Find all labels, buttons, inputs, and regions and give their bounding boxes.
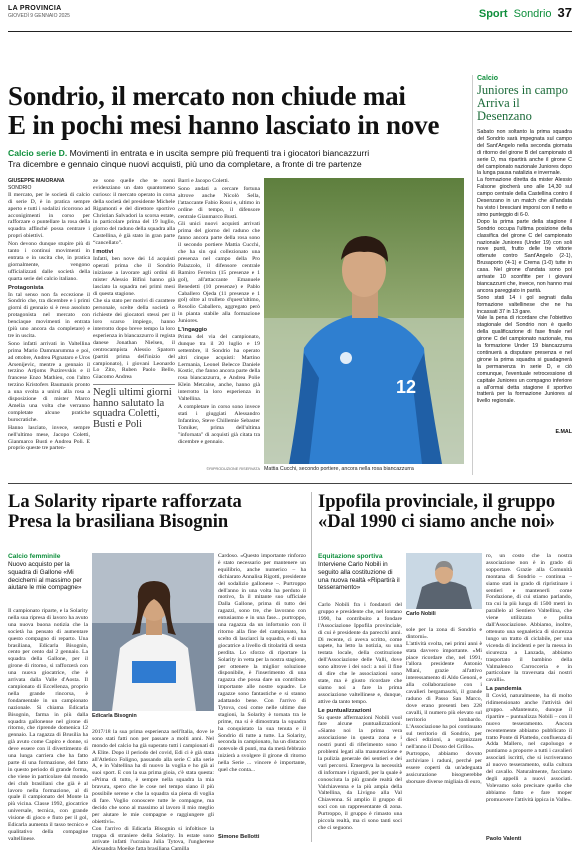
main-column-1 — [8, 178, 90, 478]
subheading: I motivi — [93, 249, 114, 256]
headline-line-1: Sondrio, il mercato non chiude mai — [8, 81, 406, 111]
ippofila-column-2 — [406, 620, 482, 840]
ippofila-headline-2: «Dal 1990 ci siamo anche noi» — [318, 512, 555, 532]
ippofila-deck-text: Interviene Carlo Nobili in seguito alla costituzione di una nuova realtà «Ripartirà il tesseramento» — [318, 561, 400, 592]
column-divider — [311, 492, 312, 842]
author-city: SONDRIO — [8, 184, 32, 191]
copyright-note: ©RIPRODUZIONE RISERVATA — [206, 467, 260, 471]
subheading: L'ingaggio — [178, 327, 208, 334]
solarity-headline-1: La Solarity riparte rafforzata — [8, 492, 242, 512]
paragraph: Cardoso. «Questo importante rinforzo è stato necessario per mantenere un equilibrio, anche numerico – ha dichiarato Annalisa Rigotti, presidente del sodalizio gallonese –. Purtroppo dell'anno in una volta ha perduto il motivo, fa il mitante suo ufficiale Dalla Gallone, prima di tutto dei ragazzi, sono tre, che lavorano con entusiasmo e in una fase... purtroppo, una ragazza da un infortunio con il ritorno alla fine del campionato, ha scelto di lasciarci la squadra, e di una giocatrice a livello di titolarità di sesta perdita. Lo sforzo di riportare la Solarity in vetta per la nostra stagione, per ottenere la miglior soluzione disponibile, è l'inserimento di una ragazza che possa dare un contributo importante alle nostre squadre. Le ragazze sono fantastiche e si stanno adattando bene. Con l'arrivo di Tytova, così come nelle ultime due stagioni, la Solarity è tornata tra le prime, ma si è dimostrata la squadra ha conquistato la sua tenuta e il Sondrio di tutte a tutte. La Solarity, seconda in campionato, ha un distacco notevole di punti, ma da metà febbraio inizierà a svolgere il girone di ritorno nella Serie ... vincere è importante, quel che conta... — [218, 553, 306, 774]
section-divider — [8, 483, 572, 484]
paragraph: Non devono dunque stupire più di tanto i continui movimenti in entrata e in uscita che, in pratica giornalmente, vengono ufficializzati dalle società della quarta serie del calcio italiano. — [8, 241, 90, 282]
paragraph: Sono infatti arrivati in Valtellina prima Mario Dammarumma e poi, ad ottobre, Andrea Pignataro e Uros Arsenijevic, mentre a gennaio il terzino Artjoms Puzirevskis e il francese Enzo Mathieu, con l'altro terzino Kristofers Baumanis pronto a una svolta a unirsi alla rosa a disposizione di mister Marco Amelia una volta che verranno completate alcune pratiche burocratiche. — [8, 340, 90, 423]
solarity-headline-2: Presa la brasiliana Bisognin — [8, 512, 229, 532]
solarity-column-3 — [218, 553, 306, 833]
paragraph: ro, un costo che la nostra associazione non è in grado di sopportare. Grazie alla Comunità montana di Sondrio – continua – siamo stati in grado di ripristinare i sentieri e mantenerli come Fondazione, di cui stiamo parlando, tra cui la più lunga di 1500 metri in parallelo al Sentiero Valtellina, che viene utilizzata e pulita dall'Associazione. Abbiamo, inoltre, ottenuto una segnaletica di sicurezza lungo un tratto di ciclabile, per una vicenda di incidenti e per la messa in sicurezza a Lanzada, abbiamo trasportato il bambino della Valmalenco Carrocceria e in particolare la traversata dai nostri cavalli». — [486, 553, 572, 684]
paragraph: ze sono quelle che te nomi evidenziano un dato quantomeno curioso: il mercato operato in corsa della società del presidente Michele Rigamonti e del direttore sportivo Christian Salvadori la scorsa estate, in particolare prima del 19 luglio, giorno del raduno della squadra alla Castellina, è già stato in gran parte “cancellato”. — [93, 178, 175, 247]
sidebar-body: Sabato non soltanto la prima squadra del Sondrio sarà impegnata sul campo del Sant'Angelo nella seconda giornata di ritorno del girone B del campionato di serie D, ma ripartirà anche il girone C del campionato nazionale Juniores dopo la lunga pausa natalizia e invernale. La formazione diretta da mister Alessio Falsone giocherà uno alle 14,30 sul campo centrale della Castellina contro il Desenzano in un match che all'andata ha visto i bresciani imporsi con il netto e simo punteggio di 6-0. Dopo la prima parte della stagione il Sondrio occupa l'ultima posizione della classifica del girone C del campionato nazionale Juniores (Under 19) con soli nove punti, frutto delle tre vittorie ottenute contro Sant'Angelo (2-1), Brusaporto (4-1) e Crema (1-0) tutte in casa. Nel girone d'andata sono poi arrivate 10 sconfitte per i giovani biancazzurri che, invece, non hanno mai ancora pareggiato in parità. Sono stati 14 i gol segnati dalla formazione valtellinese che ne ha incassati 37 in 13 gare. Vale la pena di ricordare che l'obiettivo stagionale del Sondrio non è quello della qualificazione di fase finale nel girone C del campionato nazionale, ma la formazione Under 19 biancazzurra continuerà a disputare presenza e nel girone la prima squadra si guadagnerà la permanenza in serie D, e ciò comunque, l'eventuale retrocessione di capitale Juniores un compagno inferiore a all'ormai detta stagione il sportivo tratterà per la formazione Juniores al livello regionale. — [477, 129, 572, 405]
author-name: GIUSEPPE MAIORANA — [8, 178, 65, 184]
ippofila-deck-tag: Equitazione sportiva — [318, 553, 383, 560]
paragraph: A completare in corso sono invece stati i giuggiati Alessandro Infantino, Steve Chillemie Sebaster Tomiker, prima dell'ultima "infornata" di acquisti già citata tra dicembre e gennaio. — [178, 404, 260, 445]
section-sondrio: Sondrio — [513, 8, 552, 20]
subheading: Le puntualizzazioni — [318, 707, 372, 714]
player-photo — [264, 178, 464, 464]
player-photo-illustration — [264, 178, 464, 464]
subheading: La pandemia — [486, 686, 522, 693]
paragraph: Infatti, ben nove dei 14 acquisti operati prima che il Sondrio iniziasse a lavorare agli ordini di mister Alessio Bifini hanno già lasciato la squadra nei primi mesi di questa stagione. — [93, 255, 175, 297]
main-column-3 — [178, 178, 260, 473]
newspaper-name: LA PROVINCIA — [8, 5, 62, 12]
paragraph: 2017/18 la sua prima esperienza nell'Italia, dove le sono stati fatti non per passare a molti anni. Nel mondo del calcio ha già superato tutti i campionati di A Elite. Dopo il periodo del covid, Edi ci è già stata all'Atletico Foligno, passando alla serie C alla serie A, e in Valtellina ha di nuovo la voglia e ho già ai suoi sport. E con la sua prima gioia, c'è stata questa: «Prima di tutto, è sempre nella squadra la mia bravura, spero che le cose nel tempo siano il più possibile serene e che la squadra sia piena di voglia di fare. Voglio conoscere tutte le compagne, ma decido che sono al massimo al lavoro il mio meglio per aiutare le mie compagne e raggiungere gli obiettivi». Con l'arrivo di Edicarla Bisognin si infoltisce la truppa di straniere della Solarity. In estate sono arrivate infatti l'ucraina Julia Tytova, l'ungherese Alexandra Moeike fatta brasiliana Camilla — [92, 728, 214, 853]
paragraph: Prima del via del campionato, dunque tra il 20 luglio e 19 settembre, il Sondrio ha operato altri cinque acquisti: Martino Lermania, Leonel Belecce Daniele Kostic, che fanno ancora parte della rosa biancazzurra, e Andrea Polie Klein Metcalse, anche, hanno già interrotto la loro esperienza in Valtellina. — [178, 333, 260, 403]
headline-line-2: E in pochi mesi hanno lasciato in nove — [8, 110, 440, 140]
paragraph: Il Covid, naturalmente, ha di molto ridimensionato anche l'attività del gruppo. «Mantenuto, dunque il ripartire – puntualizza Nobili – con il nuovo tesseramento. Ancora recentemente abbiamo pubblicato il tratto Ponte di Piattedo, confluenza di Adda Mallero, nel capoluogo e puntiamo a proporre a tutti i cavalieri associati iscritti, che si iscriveranno al nuovo tesseramento, sulla cultura del cavallo. Naturalmente, facciamo degli appelli a nuovi associati. Volevamo solo precisare quello che abbiamo fatto e fare moper promuovere l'attività ippica in Valle». — [486, 693, 572, 803]
paragraph: Il campionato riparte, e la Solarity nella sua ripresa di lavoro ha avuto una nuova buona notizia che la società ha pensato di aumentare questo compagno di reparto. Una brasiliana, Edicarla Bisognin, cento per cento dal 2 gennaio. La squadra della Gallone, per il girone di ritorno, si rafforzerà con una nuova giocatrice, che è arrivata dalla Valle d'Aosta. Il campionato di Eccellenza, proprio nella grande rincorsa, è fondamentale in un campionato nazionale. Si chiama Edicarla Bisognin, farma in più dalla squadra gallonense nel girone di ritorno, che riprende domenica 12 gennaio. La ragazza di Brusilia ha già avuto come Capiro e donne, si deve essere con il divertimento di una lunga carriera che ha fatto parte di una formazione, del fatto in questo periodo di grande forma, che viene in particolare dal mondo dei club brasiliani che già è al lavoro nella formazione, al di quale il campionato del Monte la più vicina. Classe 1992, giocatrice universale, tecnica, con grande visione di gioco e fiuto per il gol, Edicarla aumenta il tasso tecnico e qualitativo della compagine valtellinese. — [8, 608, 88, 842]
ippofila-headline — [318, 492, 572, 532]
kicker-text: Movimenti in entrata e in uscita sempre più frequenti tra i giocatori biancazzurri — [69, 148, 370, 158]
page-number: 37 — [557, 5, 572, 20]
paragraph: Barri e Jacopo Coletti. — [178, 178, 230, 184]
solarity-deck — [8, 553, 88, 592]
paragraph: In tal senso non fa eccezione il Sondrio che, tra dicembre e i primi giorni di gennaio si è reso assoluto protagonista nel mercato con benciaque movimenti in entrata (più uno ancora da completare) e tre in uscita. — [8, 291, 90, 339]
paragraph: Carlo Nobili fra i fondatori del gruppo e presidente che, nel lontano 1990, ha contribuito a fondare l'Associazione Ippofila provinciale, di cui è presidente da parecchi anni. Di recente, ci aveva scritto, come sapete, ha letto la notizia, su una testata locale, della costituzione dell'Associazione delle Valli, dove sono altrove i dei soci: a noi il fine di dire che le associazioni sono state, ma è giusto ricordare che siamo noi a fare la prima associazione valtellinese e, dunque, attive da tanto tempo. — [318, 602, 402, 705]
solarity-column-2 — [92, 722, 214, 853]
sidebar-juniores — [472, 75, 572, 475]
kicker-line-2: Tra dicembre e gennaio cinque nuovi acquisti, più uno da completare, a fronte di tre partenze — [8, 158, 362, 169]
nobili-caption: Carlo Nobili — [406, 611, 436, 617]
paragraph: sole per la zona di Sondrio e dintorni». L'attività svolta, nei primi anni è stata davvero importante. «Mi piace ricordare che, nel 1991, l'allora presidente Antonio Mlani, grazie all'attivo interessamento di Aldo Genoni, e alla collaborazione con i cavalieri bergamaschi, il grande raduno di Passo San Marco, dove erano presenti ben 228 cavalli, il numero più elevato sul territorio lombardo. L'Associazione ha poi continuato sul territorio di Sondrio, per dieci edizioni, a organizzare nell'anno il Dosso del Grillo». Purtroppo, abbiamo dovuto archiviare i raduni, perché per essere coperti da un'adeguata assicurazione bisognerebbe sborsare diverse migliaia di euro, — [406, 626, 482, 785]
main-kicker — [8, 148, 463, 169]
solarity-deck-tag: Calcio femminile — [8, 553, 61, 560]
main-column-2 — [93, 178, 175, 381]
nobili-photo-illustration — [406, 553, 482, 609]
paragraph: Sono andati a cercare fortuna altrove anche Nicolò Sella, l'attaccante Fabio Rossi e, ultimo in ordine di tempo, il difensore centrale Gianmarco Busti. — [178, 185, 260, 220]
top-rule — [8, 31, 572, 32]
masthead — [8, 5, 572, 29]
subheading: Protagonista — [8, 284, 44, 291]
sidebar-title: Juniores in campo Arriva il Desenzano — [477, 83, 568, 123]
section-header — [479, 5, 572, 20]
main-headline — [8, 82, 463, 140]
bisognin-caption: Edicarla Bisognin — [92, 713, 137, 719]
nobili-photo — [406, 553, 482, 609]
ippofila-author: Paolo Valenti — [486, 836, 522, 842]
paragraph: Gli unici nuovi acquisti arrivati prima del giorno del raduno che fanno ancora parte della rosa sono il secondo portiere Mattia Cucchi, che ha sin qui collezionato una presenza nel campo della Pro Palazzolo, il difensore centrale Ramiro Ferreira (15 presenze e 1 gol), all'attaccante Emanuele Benedetti (10 presenze) e Pablo Caballero Ojeda (11 presenze e 1 gol) oltre al trulleto d'quest'ultimo, Rosolio Caballero, aggregato però in pianta stabile alla formazione Juniores. — [178, 221, 260, 325]
solarity-author: Simone Bellotti — [218, 834, 260, 840]
section-sport: Sport — [478, 8, 508, 20]
photo-caption: Mattia Cucchi, secondo portiere, ancora nella rosa biancazzurra — [264, 466, 414, 472]
issue-date: GIOVEDÌ 9 GENNAIO 2025 — [8, 13, 70, 19]
paragraph: Hanno lasciato, invece, sempre nell'ultimo mese, Jacopo Coletti, Gianmarco Busti e Andrea Poli. E proprio queste tre parten- — [8, 424, 90, 452]
sidebar-tag: Calcio — [477, 75, 499, 82]
paragraph: Su queste affermazioni Nobili vuol fare alcune puntualizzazioni. «Siamo noi la prima vera associazione in questa zona e i nostri punti di riferimento sono i problemi legati alla manutenzione e la pulizia generale dei sentieri e dei vari percorsi. Emergeva la necessità di informare i riguardi, per la quale è conosciuta la più grande realtà del Valchiavenna e la più ampia della Valtellina, da Livigno alla Val Chiavenna. Si amplio il gruppo di soci con un rappresentante di zona. Purtroppo, il gruppo è rimasto una piccola realtà, ma ci sono tanti soci che ci seguono. — [318, 714, 403, 831]
ippofila-column-3 — [486, 553, 572, 835]
sidebar-author: E.MAL — [555, 429, 572, 435]
pull-quote — [93, 384, 175, 430]
paragraph: Il mercato, per le società di calcio di serie D, è in pratica sempre aperto e tutti i sodalizi ricorrono ad acconigimenti in corso per rafforzare o puntellare la rosa della squadra affinché possa centrare i propri obiettivi. — [8, 191, 90, 240]
svg-text:12: 12 — [396, 377, 417, 397]
kicker-tag: Calcio serie D. — [8, 148, 68, 158]
bisognin-photo — [92, 553, 214, 711]
pull-quote-text: Negli ultimi giorni hanno salutato la squadra Coletti, Busti e Poli — [93, 387, 172, 430]
ippofila-column-1 — [318, 602, 402, 840]
solarity-column-1 — [8, 608, 88, 840]
solarity-headline — [8, 492, 308, 532]
paragraph: Che sia stato per motivi di carattere personale, scelte della società o richieste dei giocatori stessi per il loro scarso impiego, hanno interrotto dopo breve tempo la loro esperienza in biancazzurro il regista danese Jonathan Nielsen, il centrocampista Alessio Spatorn (partiti prima dell'inizio del campionato), i giovani Leonardo Lo Zito, Ruben Paolo Bello, Giacomo Andrea — [93, 298, 175, 381]
ippofila-headline-1: Ippofila provinciale, il gruppo — [318, 492, 556, 512]
bisognin-photo-illustration — [92, 553, 214, 711]
ippofila-deck — [318, 553, 402, 592]
solarity-deck-text: Nuovo acquisto per la squadra di Gallone «Mi decichemi al massimo per aiutare le mie compagne» — [8, 561, 82, 592]
